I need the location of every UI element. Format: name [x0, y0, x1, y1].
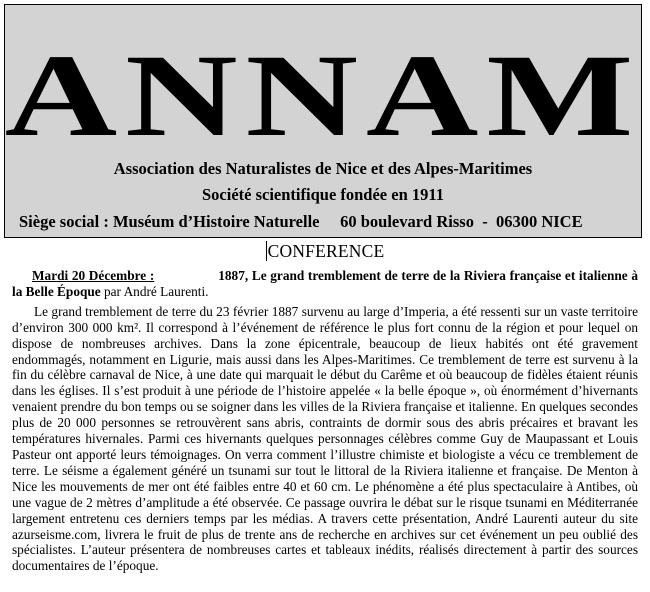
event-speaker: par André Laurenti.: [100, 283, 209, 299]
event-date: Mardi 20 Décembre :: [32, 268, 155, 283]
association-name: Association des Naturalistes de Nice et des Alpes-Maritimes: [113, 159, 533, 178]
event-title: 1887, Le grand tremblement de terre de la Riviera française et italienne à la Belle Époque: [12, 268, 638, 299]
address-line: Siège social : Muséum d’Histoire Naturelle 60 boulevard Risso - 06300 NICE: [19, 212, 583, 231]
annam-logo: ANNAM: [4, 30, 642, 161]
section-heading-text: CONFERENCE: [267, 241, 385, 261]
header-banner: [4, 4, 642, 238]
section-heading: [0, 243, 650, 261]
body-paragraph: Le grand tremblement de terre du 23 février 1887 survenu au large d’Imperia, a été ressenti sur un vaste territoire d’environ 300 000 km². Il correspond à l’événement de référence le plus fort connu de la région et pour lequel on dispose de nombreuses archives. Dans la zone épicentrale, beaucoup de lieux habités ont été gravement endommagés, notamment en Ligurie, mais aussi dans les Alpes-Maritimes. Ce tremblement de terre est survenu à la fin du célèbre carnaval de Nice, à une date qui marquait le début du Carême et où beaucoup de fidèles étaient réunis dans les églises. Il s’est produit à une période de l’histoire appelée « la belle époque », où énormément d’hivernants venaient prendre du bon temps ou se soigner dans les villes de la Riviera française et italienne. En quelques secondes plus de 20 000 personnes se retrouvèrent sans abris, contraints de dormir sous des abris précaires et bravant les températures hivernales. Parmi ces hivernants quelques personnages célèbres comme Guy de Maupassant et Louis Pasteur ont apporté leurs témoignages. On verra comment l’illustre chimiste et biologiste a vécu ce tremblement de terre. Le séisme a également généré un tsunami sur tout le littoral de la Riviera italienne et française. De Menton à Nice les mouvements de mer ont été faibles entre 40 et 60 cm. Le phénomène a été plus spectaculaire à Antibes, où une vague de 2 mètres d’amplitude a été observée. Ce passage ouvrira le débat sur le risque tsunami en Méditerranée largement entretenu ces derniers temps par les médias. A travers cette présentation, André Laurenti auteur du site azurseisme.com, livrera le fruit de plus de trente ans de recherche en archives sur cet événement un peu oublié des spécialistes. L’auteur présentera de nombreuses cartes et tableaux inédits, réalisés directement à partir des sources documentaires de l’époque.: [12, 303, 638, 574]
founding-line: Société scientifique fondée en 1911: [202, 185, 444, 204]
event-lead: [12, 268, 638, 300]
text-cursor: [266, 241, 267, 261]
document-body: [12, 268, 638, 574]
